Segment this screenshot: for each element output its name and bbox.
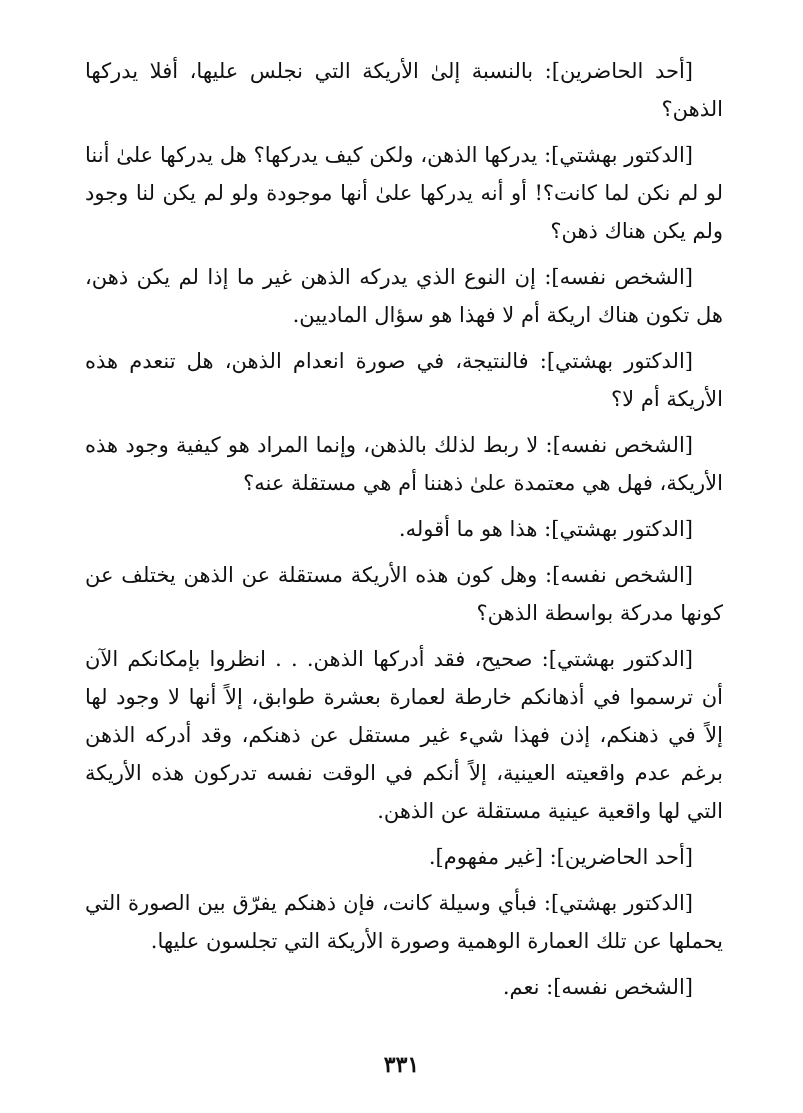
paragraph-text: [غير مفهوم]. (428, 845, 550, 869)
speaker-label: [الشخص نفسه]: (546, 975, 693, 999)
dialogue-paragraph (85, 968, 723, 1006)
speaker-label: [الدكتور بهشتي]: (544, 143, 693, 167)
speaker-label: [الدكتور بهشتي]: (544, 517, 693, 541)
paragraph-text: هذا هو ما أقوله. (398, 517, 545, 541)
dialogue-paragraph (85, 136, 723, 250)
speaker-label: [الشخص نفسه]: (545, 433, 693, 457)
speaker-label: [الدكتور بهشتي]: (539, 349, 693, 373)
paragraph-text: وهل كون هذه الأريكة مستقلة عن الذهن يختلف عن كونها مدركة بواسطة الذهن؟ (85, 563, 723, 625)
speaker-label: [الدكتور بهشتي]: (543, 891, 693, 915)
paragraph-text: صحيح، فقد أدركها الذهن. . . انظروا بإمكانكم الآن أن ترسموا في أذهانكم خارطة لعمارة بعشرة طوابق، إلاً أنها لا وجود لها إلاً في ذهنكم، إذن فهذا شيء غير مستقل عن ذهنكم، وقد أدركه الذهن برغم عدم واقعيته العينية، إلاً أنكم في الوقت نفسه تدركون هذه الأريكة التي لها واقعية عينية مستقلة عن الذهن. (85, 647, 723, 823)
dialogue-paragraph (85, 510, 723, 548)
speaker-label: [الشخص نفسه]: (545, 563, 693, 587)
paragraph-text: لا ربط لذلك بالذهن، وإنما المراد هو كيفية وجود هذه الأريكة، فهل هي معتمدة علىٰ ذهننا أم هي مستقلة عنه؟ (85, 433, 723, 495)
dialogue-paragraph (85, 884, 723, 960)
paragraph-text: فالنتيجة، في صورة انعدام الذهن، هل تنعدم هذه الأريكة أم لا؟ (85, 349, 723, 411)
paragraph-text: إن النوع الذي يدركه الذهن غير ما إذا لم يكن ذهن، هل تكون هناك اريكة أم لا فهذا هو سؤال الماديين. (85, 265, 723, 327)
paragraph-text: يدركها الذهن، ولكن كيف يدركها؟ هل يدركها علىٰ أننا لو لم نكن لما كانت؟! أو أنه يدركها علىٰ أنها موجودة ولو لم يكن لنا وجود ولم يكن هناك ذهن؟ (85, 143, 723, 243)
dialogue-paragraph (85, 556, 723, 632)
speaker-label: [أحد الحاضرين]: (544, 59, 693, 83)
dialogue-paragraph (85, 258, 723, 334)
speaker-label: [أحد الحاضرين]: (549, 845, 693, 869)
speaker-label: [الدكتور بهشتي]: (541, 647, 693, 671)
speaker-label: [الشخص نفسه]: (544, 265, 693, 289)
dialogue-paragraph (85, 52, 723, 128)
paragraph-text: نعم. (502, 975, 547, 999)
dialogue-paragraph (85, 838, 723, 876)
dialogue-paragraph (85, 426, 723, 502)
dialogue-paragraph (85, 640, 723, 830)
paragraph-text: بالنسبة إلىٰ الأريكة التي نجلس عليها، أفلا يدركها الذهن؟ (85, 59, 723, 121)
dialogue-paragraph (85, 342, 723, 418)
paragraph-text: فبأي وسيلة كانت، فإن ذهنكم يفرّق بين الصورة التي يحملها عن تلك العمارة الوهمية وصورة الأريكة التي تجلسون عليها. (85, 891, 723, 953)
page-number: ٣٣١ (383, 1052, 420, 1078)
document-page (85, 52, 723, 1014)
